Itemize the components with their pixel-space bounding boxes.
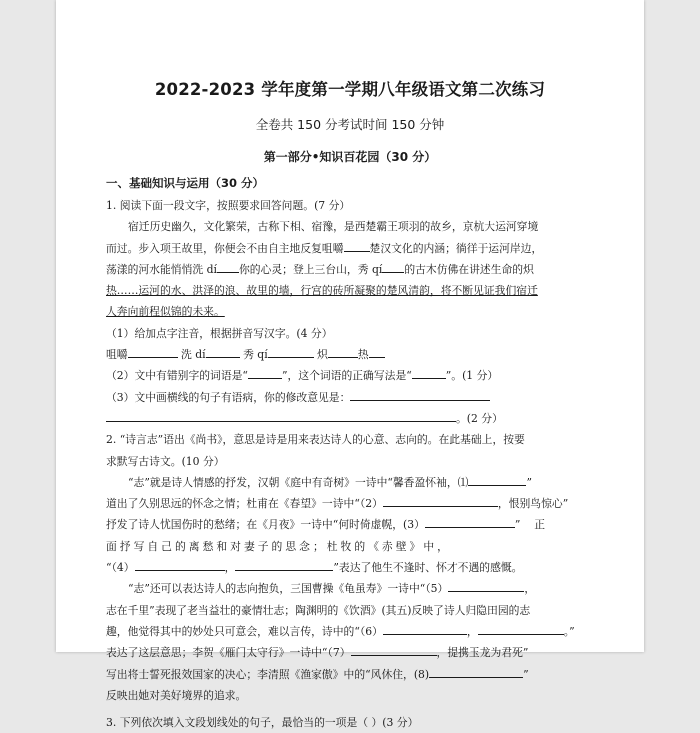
q2-text: ” (523, 667, 529, 681)
q1-sub3 (106, 387, 592, 408)
q1-text: 你的心灵；登上三台山，秀 qí (238, 262, 383, 276)
poem-blank-4b[interactable] (235, 558, 333, 571)
exam-title: 2022-2023 学年度第一学期八年级语文第二次练习 (154, 80, 546, 99)
poem-blank-3[interactable] (425, 515, 515, 528)
q1-text: 楚汉文化的内涵；徜徉于运河岸边， (369, 241, 543, 255)
poem-blank-4a[interactable] (135, 558, 225, 571)
pinyin-answer[interactable] (369, 345, 385, 358)
q2-text: ” (514, 518, 521, 532)
pinyin-item: 洗 dí (181, 348, 206, 362)
q2-text: ”表达了他生不逢时、怀才不遇的感慨。 (333, 561, 523, 575)
q1-sub3-text: （3）文中画横线的句子有语病，你的修改意见是： (106, 390, 351, 404)
q2-line: 面抒写自己的离愁和对妻子的思念；杜牧的《赤壁》中， (106, 539, 451, 553)
poem-blank-7[interactable] (351, 643, 437, 656)
q1-sub2-text: （2）文中有错别字的词语是“ (106, 369, 248, 383)
q2-line (106, 472, 592, 493)
revision-blank[interactable] (106, 409, 456, 422)
q2-text: 写出将士誓死报效国家的决心；李清照《渔家傲》中的“风休住，(8) (106, 667, 430, 681)
q1-text: 荡漾的河水能悄悄洗 dí (106, 262, 217, 276)
q2-line (106, 578, 592, 599)
q2-text: 表达了这层意思；李贺《雁门太守行》一诗中“（7） (106, 646, 351, 660)
pinyin-answer[interactable] (328, 345, 358, 358)
q2-stem: 求默写古诗文。(10 分） (106, 454, 225, 468)
document-page (56, 0, 644, 730)
q1-sub2-text: ”，这个词语的正确写法是“ (281, 369, 412, 383)
q1-blank-di[interactable] (217, 260, 239, 273)
q2-line (106, 514, 592, 535)
pinyin-answer[interactable] (128, 345, 178, 358)
q2-text: “志”还可以表达诗人的志向抱负，三国曹操《龟虽寿》一诗中“（5） (128, 582, 449, 596)
exam-content (106, 195, 592, 733)
poem-blank-5[interactable] (448, 579, 524, 592)
q1-sub3-end: 。(2 分） (456, 411, 503, 425)
q2-text: ，提携玉龙为君死” (436, 646, 529, 660)
poem-blank-1[interactable] (468, 473, 526, 486)
q2-text: 。” (563, 624, 575, 638)
q2-line: 趣，他觉得其中的妙处只可意会，难以言传，诗中的“（6） ， 。” (106, 621, 592, 642)
q1-text: 的古木仿佛在讲述生命的炽 (404, 262, 534, 276)
q3-stem: 3. 下列依次填入文段划线处的句子，最恰当的一项是（ ）(3 分） (106, 716, 419, 730)
q1-underlined-sentence: 人奔向前程似锦的未来。 (106, 305, 225, 319)
pinyin-answer[interactable] (268, 345, 314, 358)
q1-passage-line: 宿迁历史幽久，文化繁荣，古称下相、宿豫，是西楚霸王项羽的故乡，京杭大运河穿境 (128, 220, 539, 234)
q2-line (106, 493, 592, 514)
q1-text: 而过。步入项王故里，你便会不由自主地反复咀嚼 (106, 241, 344, 255)
q2-text: ” (526, 475, 532, 489)
q2-text: “（4） (106, 561, 135, 575)
q1-sub2 (106, 365, 592, 386)
poem-blank-8[interactable] (429, 665, 523, 678)
q2-line: 志在千里”表现了老当益壮的豪情壮志；陶渊明的《饮酒》(其五)反映了诗人归隐田园的志 (106, 603, 531, 617)
poem-blank-2[interactable] (383, 494, 498, 507)
q1-passage-line (106, 238, 592, 259)
q1-blank-a[interactable] (344, 239, 370, 252)
poem-blank-6b[interactable] (478, 622, 564, 635)
pinyin-item: 咀嚼 (106, 348, 128, 362)
correct-word-blank[interactable] (412, 366, 446, 379)
q1-sub2-text: ”。(1 分） (445, 369, 499, 383)
q2-stem: 2. “诗言志”语出《尚书》，意思是诗是用来表达诗人的心意、志向的。在此基础上，按要 (106, 433, 525, 447)
q2-text: ，恨别鸟惊心” (497, 497, 569, 511)
q2-text: 正 (534, 518, 545, 532)
q2-text: ， (524, 582, 536, 596)
pinyin-item: 炽 (317, 348, 328, 362)
poem-blank-6a[interactable] (383, 622, 467, 635)
q1-sub1: （1）给加点字注音，根据拼音写汉字。(4 分） (106, 326, 333, 340)
q2-line (106, 557, 592, 578)
revision-blank[interactable] (350, 388, 490, 401)
pinyin-answer[interactable] (206, 345, 240, 358)
pinyin-item: 热 (357, 348, 369, 362)
q2-line (106, 642, 592, 663)
exam-subtitle: 全卷共 150 分考试时间 150 分钟 (255, 117, 445, 132)
q1-stem: 1. 阅读下面一段文字，按照要求回答问题。(7 分） (106, 199, 351, 212)
q1-blank-qi[interactable] (382, 260, 404, 273)
wrong-word-blank[interactable] (248, 366, 282, 379)
pinyin-item: 秀 qí (243, 348, 268, 362)
q2-text: 道出了久别思远的怀念之情；杜甫在《春望》一诗中“（2） (106, 497, 383, 511)
q2-line: 反映出她对美好境界的追求。 (106, 688, 247, 702)
q1-pinyin-row (106, 344, 592, 365)
q1-sub3-continued (106, 408, 592, 429)
section-heading: 一、基础知识与运用（30 分） (106, 176, 265, 190)
q2-line (106, 664, 592, 685)
q1-underlined-sentence: 热……运河的水、洪泽的浪、故里的墙，行宫的砖所凝聚的楚风清韵，将不断见证我们宿迁 (106, 284, 538, 298)
q1-passage-line (106, 259, 592, 280)
q2-text: ， (224, 561, 236, 575)
q2-text: 趣，他觉得其中的妙处只可意会，难以言传，诗中的“（6） (106, 624, 383, 638)
q2-text: “志”就是诗人情感的抒发，汉朝《庭中有奇树》一诗中“馨香盈怀袖，⑴ (128, 475, 469, 489)
part-heading: 第一部分•知识百花园（30 分） (263, 150, 437, 164)
q2-text: 抒发了诗人忧国伤时的愁绪；在《月夜》一诗中“何时倚虚幌，(3） (106, 518, 425, 532)
